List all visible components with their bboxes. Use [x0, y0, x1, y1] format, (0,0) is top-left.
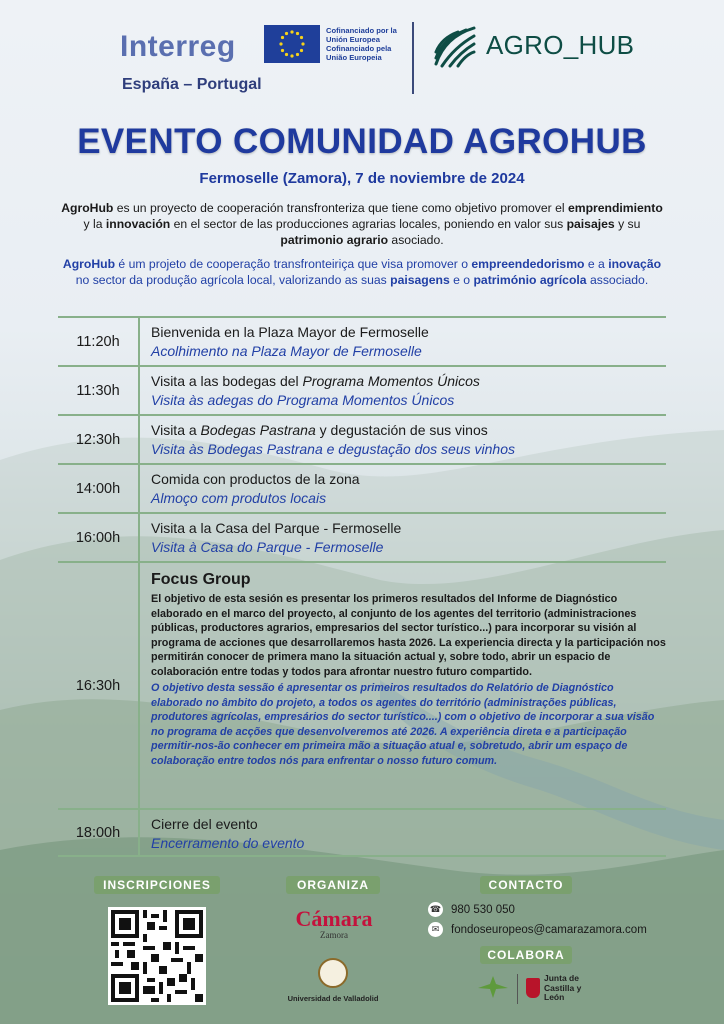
- activity-pt: Acolhimento na Plaza Mayor de Fermoselle: [151, 343, 422, 359]
- phone-icon: ☎: [428, 902, 443, 917]
- junta-castilla-leon-logo: Junta de Castilla y León: [526, 974, 600, 1003]
- jcyl-shield-icon: [526, 978, 540, 998]
- schedule-row: [58, 365, 666, 414]
- focus-group-text-pt: O objetivo desta sessão é apresentar os primeiros resultados do Relatório de Diagnóstico elaborado no âmbito do projeto, a todos os agentes do território (administrações públicas, produtores agrícolas, empresários do sector turístico....) com o objetivo de incorporar a sua visão no programa de acções que desenvolveremos até 2026. A experiência direta e a participação permitir-nos-ão conhecer em primeira mão a situação atual e, sobretudo, abrir um espaço de colaboração entre todos nós para enfrentar o nosso futuro comum.: [151, 682, 655, 767]
- collaborators-divider: [517, 974, 518, 1004]
- contact-phone: [428, 902, 515, 917]
- contact-email: [428, 922, 647, 937]
- university-emblem-icon: [318, 958, 348, 988]
- agrohub-logo-text: AGRO_HUB: [486, 30, 635, 60]
- activity-es: Comida con productos de la zona: [151, 471, 360, 487]
- page-title: EVENTO COMUNIDAD AGROHUB: [77, 122, 647, 161]
- activity-pt: Almoço com produtos locais: [151, 490, 327, 506]
- activity-es: Visita a Bodegas Pastrana y degustación de sus vinos: [151, 422, 488, 438]
- schedule-time: 11:30h: [58, 367, 140, 414]
- intro-portuguese: AgroHub é um projeto de cooperação transfronteiriça que visa promover o empreendedorismo e a inovação no sector da produção agrícola local, valorizando as suas paisagens e o património agrícola associado.: [62, 257, 662, 287]
- interreg-region: España – Portugal: [122, 76, 262, 93]
- activity-es: Bienvenida en la Plaza Mayor de Fermoselle: [151, 324, 429, 340]
- mail-icon: ✉: [428, 922, 443, 937]
- focus-group-text-es: El objetivo de esta sesión es presentar los primeros resultados del Informe de Diagnóstico elaborado en el marco del proyecto, al conjunto de los agentes del territorio (administraciones públicas, productores agrarios, empresarios del sector turístico...) para incorporar su visión al programa de acciones que desarrollaremos hasta 2026. La experiencia directa y la participación nos permitirán conocer de primera mano la situación actual y, sobre todo, abrir un espacio de colaboración entre todas y todos para afrontar nuestro futuro compartido.: [151, 593, 666, 678]
- phone-number[interactable]: 980 530 050: [451, 903, 515, 916]
- activity-pt: Visita à Casa do Parque - Fermoselle: [151, 539, 384, 555]
- organiza-label: ORGANIZA: [286, 876, 380, 894]
- colabora-label: COLABORA: [480, 946, 572, 964]
- activity-es: Visita a las bodegas del Programa Momentos Únicos: [151, 373, 480, 389]
- registration-qr-code[interactable]: [108, 907, 206, 1005]
- schedule-row-focus-group: [58, 561, 666, 808]
- schedule-row: [58, 316, 666, 365]
- eu-cofinancing-text: Cofinanciado por la Unión Europea Cofinanciado pela União Europeia: [326, 26, 397, 62]
- schedule-table: [58, 316, 666, 857]
- header-divider: [412, 22, 414, 94]
- schedule-time: 16:00h: [58, 514, 140, 561]
- schedule-row: [58, 414, 666, 463]
- camara-zamora-logo: Cámara Zamora: [295, 906, 373, 940]
- agrohub-leaf-icon: [432, 24, 478, 70]
- activity-pt: Visita às adegas do Programa Momentos Únicos: [151, 392, 455, 408]
- collaborator-logo-icon: [474, 974, 512, 1000]
- eu-flag-icon: [264, 25, 320, 63]
- event-location-date: Fermoselle (Zamora), 7 de noviembre de 2024: [199, 170, 525, 187]
- schedule-row: [58, 463, 666, 512]
- email-address[interactable]: fondoseuropeos@camarazamora.com: [451, 923, 647, 936]
- schedule-row: [58, 808, 666, 857]
- focus-group-title: Focus Group: [151, 571, 251, 588]
- activity-pt: Encerramento do evento: [151, 835, 305, 851]
- inscripciones-label: INSCRIPCIONES: [94, 876, 220, 894]
- interreg-logo: Interreg: [120, 30, 236, 63]
- contacto-label: CONTACTO: [480, 876, 572, 894]
- schedule-time: 18:00h: [58, 810, 140, 855]
- schedule-time: 11:20h: [58, 318, 140, 365]
- schedule-time: 12:30h: [58, 416, 140, 463]
- activity-es: Visita a la Casa del Parque - Fermoselle: [151, 520, 402, 536]
- intro-spanish: AgroHub es un proyecto de cooperación transfronteriza que tiene como objetivo promover el emprendimiento y la innovación en el sector de las producciones agrarias locales, poniendo en valor sus paisajes y su patrimonio agrario asociado.: [61, 201, 663, 247]
- schedule-row: [58, 512, 666, 561]
- schedule-time: 16:30h: [58, 563, 140, 808]
- activity-pt: Visita às Bodegas Pastrana e degustação dos seus vinhos: [151, 441, 515, 457]
- activity-es: Cierre del evento: [151, 816, 258, 832]
- universidad-valladolid-logo: Universidad de Valladolid: [287, 994, 379, 1003]
- schedule-time: 14:00h: [58, 465, 140, 512]
